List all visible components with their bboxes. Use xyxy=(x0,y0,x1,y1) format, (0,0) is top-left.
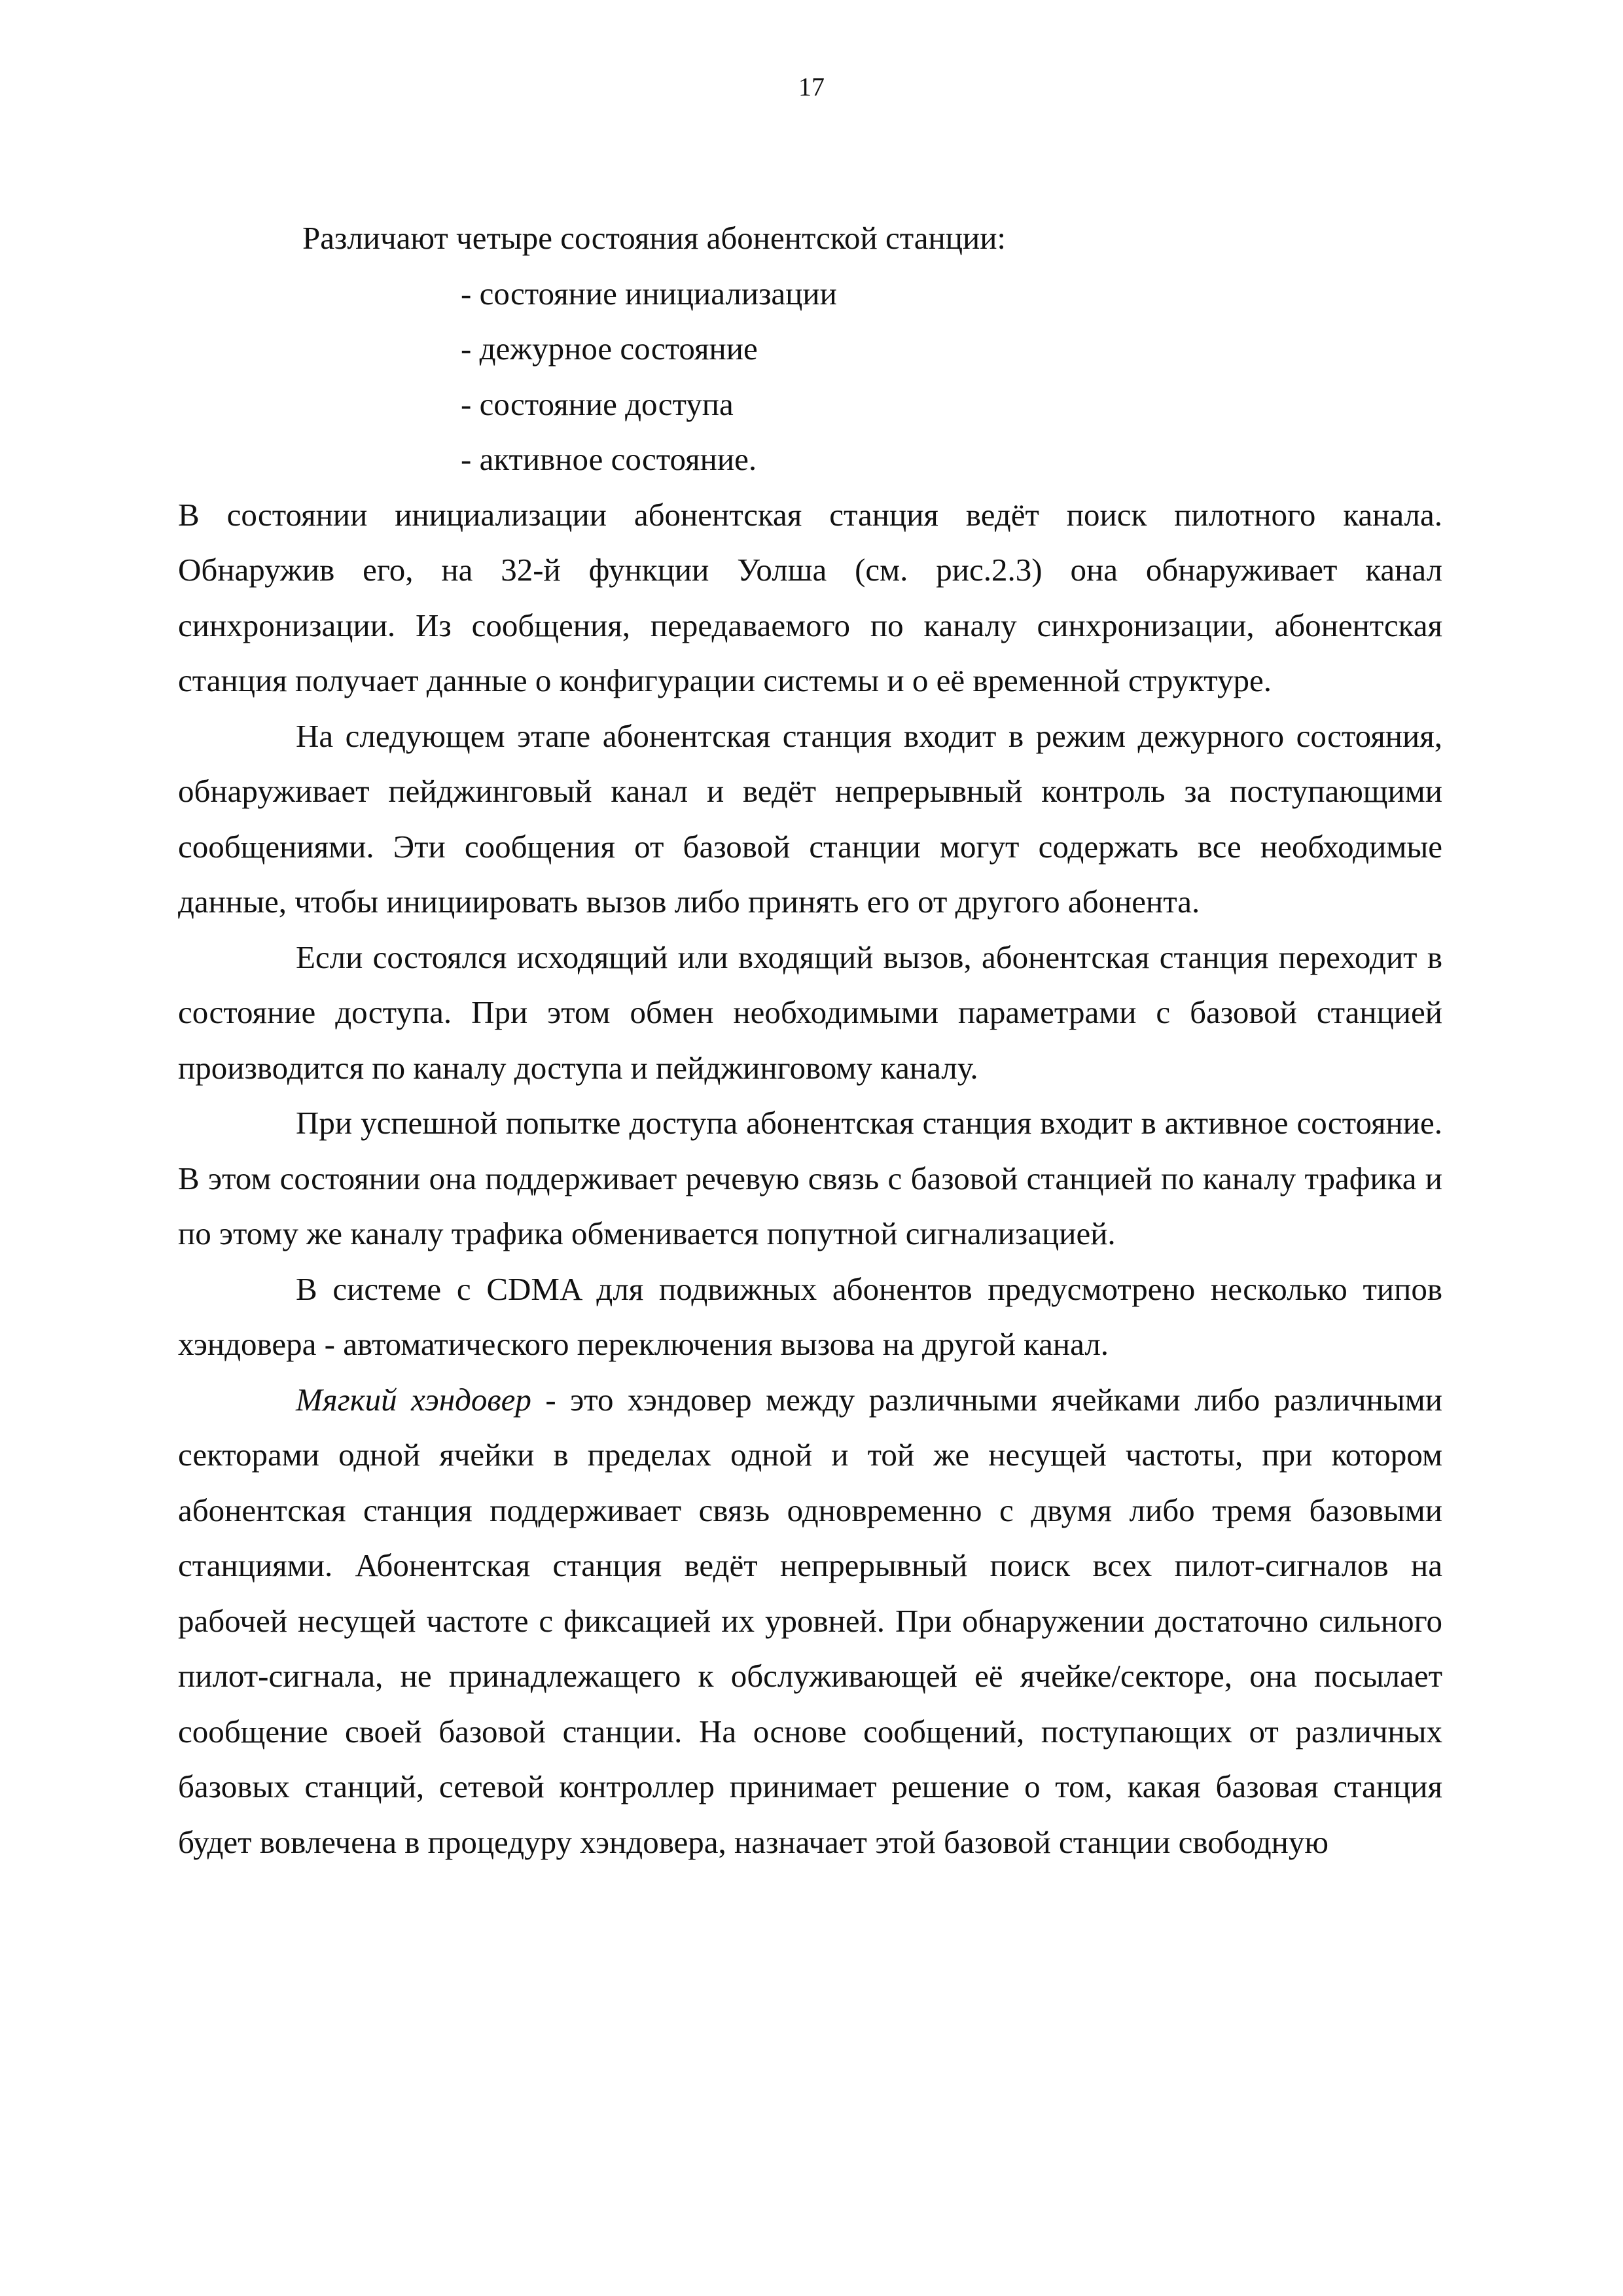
document-body xyxy=(178,211,1442,1870)
state-item-access: - состояние доступа xyxy=(461,386,734,422)
state-item-standby: - дежурное состояние xyxy=(461,331,758,367)
paragraph-standby: На следующем этапе абонентская станция входит в режим дежурного состояния, обнаруживает пейджинговый канал и ведёт непрерывный контроль за поступающими сообщениями. Эти сообщения от базовой станции могут содержать все необходимые данные, чтобы инициировать вызов либо принять его от другого абонента. xyxy=(178,717,1442,920)
state-item-active: - активное состояние. xyxy=(461,441,757,477)
paragraph-soft-handover xyxy=(178,1372,1442,1871)
states-intro: Различают четыре состояния абонентской станции: xyxy=(302,220,1007,256)
state-item-initialization: - состояние инициализации xyxy=(461,275,837,312)
soft-handover-text: - это хэндовер между различными ячейками либо различными секторами одной ячейки в пределах одной и той же несущей частоты, при котором абонентская станция поддерживает связь одновременно с двумя либо тремя базовыми станциями. Абонентская станция ведёт непрерывный поиск всех пилот-сигналов на рабочей несущей частоте с фиксацией их уровней. При обнаружении достаточно сильного пилот-сигнала, не принадлежащего к обслуживающей её ячейке/секторе, она посылает сообщение своей базовой станции. На основе сообщений, поступающих от различных базовых станций, сетевой контроллер принимает решение о том, какая базовая станция будет вовлечена в процедуру хэндовера, назначает этой базовой станции свободную xyxy=(178,1381,1442,1860)
soft-handover-term: Мягкий хэндовер xyxy=(296,1381,531,1418)
paragraph-handover-types: В системе с CDMA для подвижных абонентов предусмотрено несколько типов хэндовера - автоматического переключения вызова на другой канал. xyxy=(178,1270,1442,1362)
states-list xyxy=(178,266,1442,488)
paragraph-access: Если состоялся исходящий или входящий вызов, абонентская станция переходит в состояние доступа. При этом обмен необходимыми параметрами с базовой станцией производится по каналу доступа и пейджинговому каналу. xyxy=(178,939,1442,1086)
paragraph-initialization: В состоянии инициализации абонентская станция ведёт поиск пилотного канала. Обнаружив его, на 32-й функции Уолша (см. рис.2.3) она обнаруживает канал синхронизации. Из сообщения, передаваемого по каналу синхронизации, абонентская станция получает данные о конфигурации системы и о её временной структуре. xyxy=(178,496,1442,698)
paragraph-active: При успешной попытке доступа абонентская станция входит в активное состояние. В этом состоянии она поддерживает речевую связь с базовой станцией по каналу трафика и по этому же каналу трафика обменивается попутной сигнализацией. xyxy=(178,1105,1442,1251)
page-number: 17 xyxy=(798,72,825,101)
